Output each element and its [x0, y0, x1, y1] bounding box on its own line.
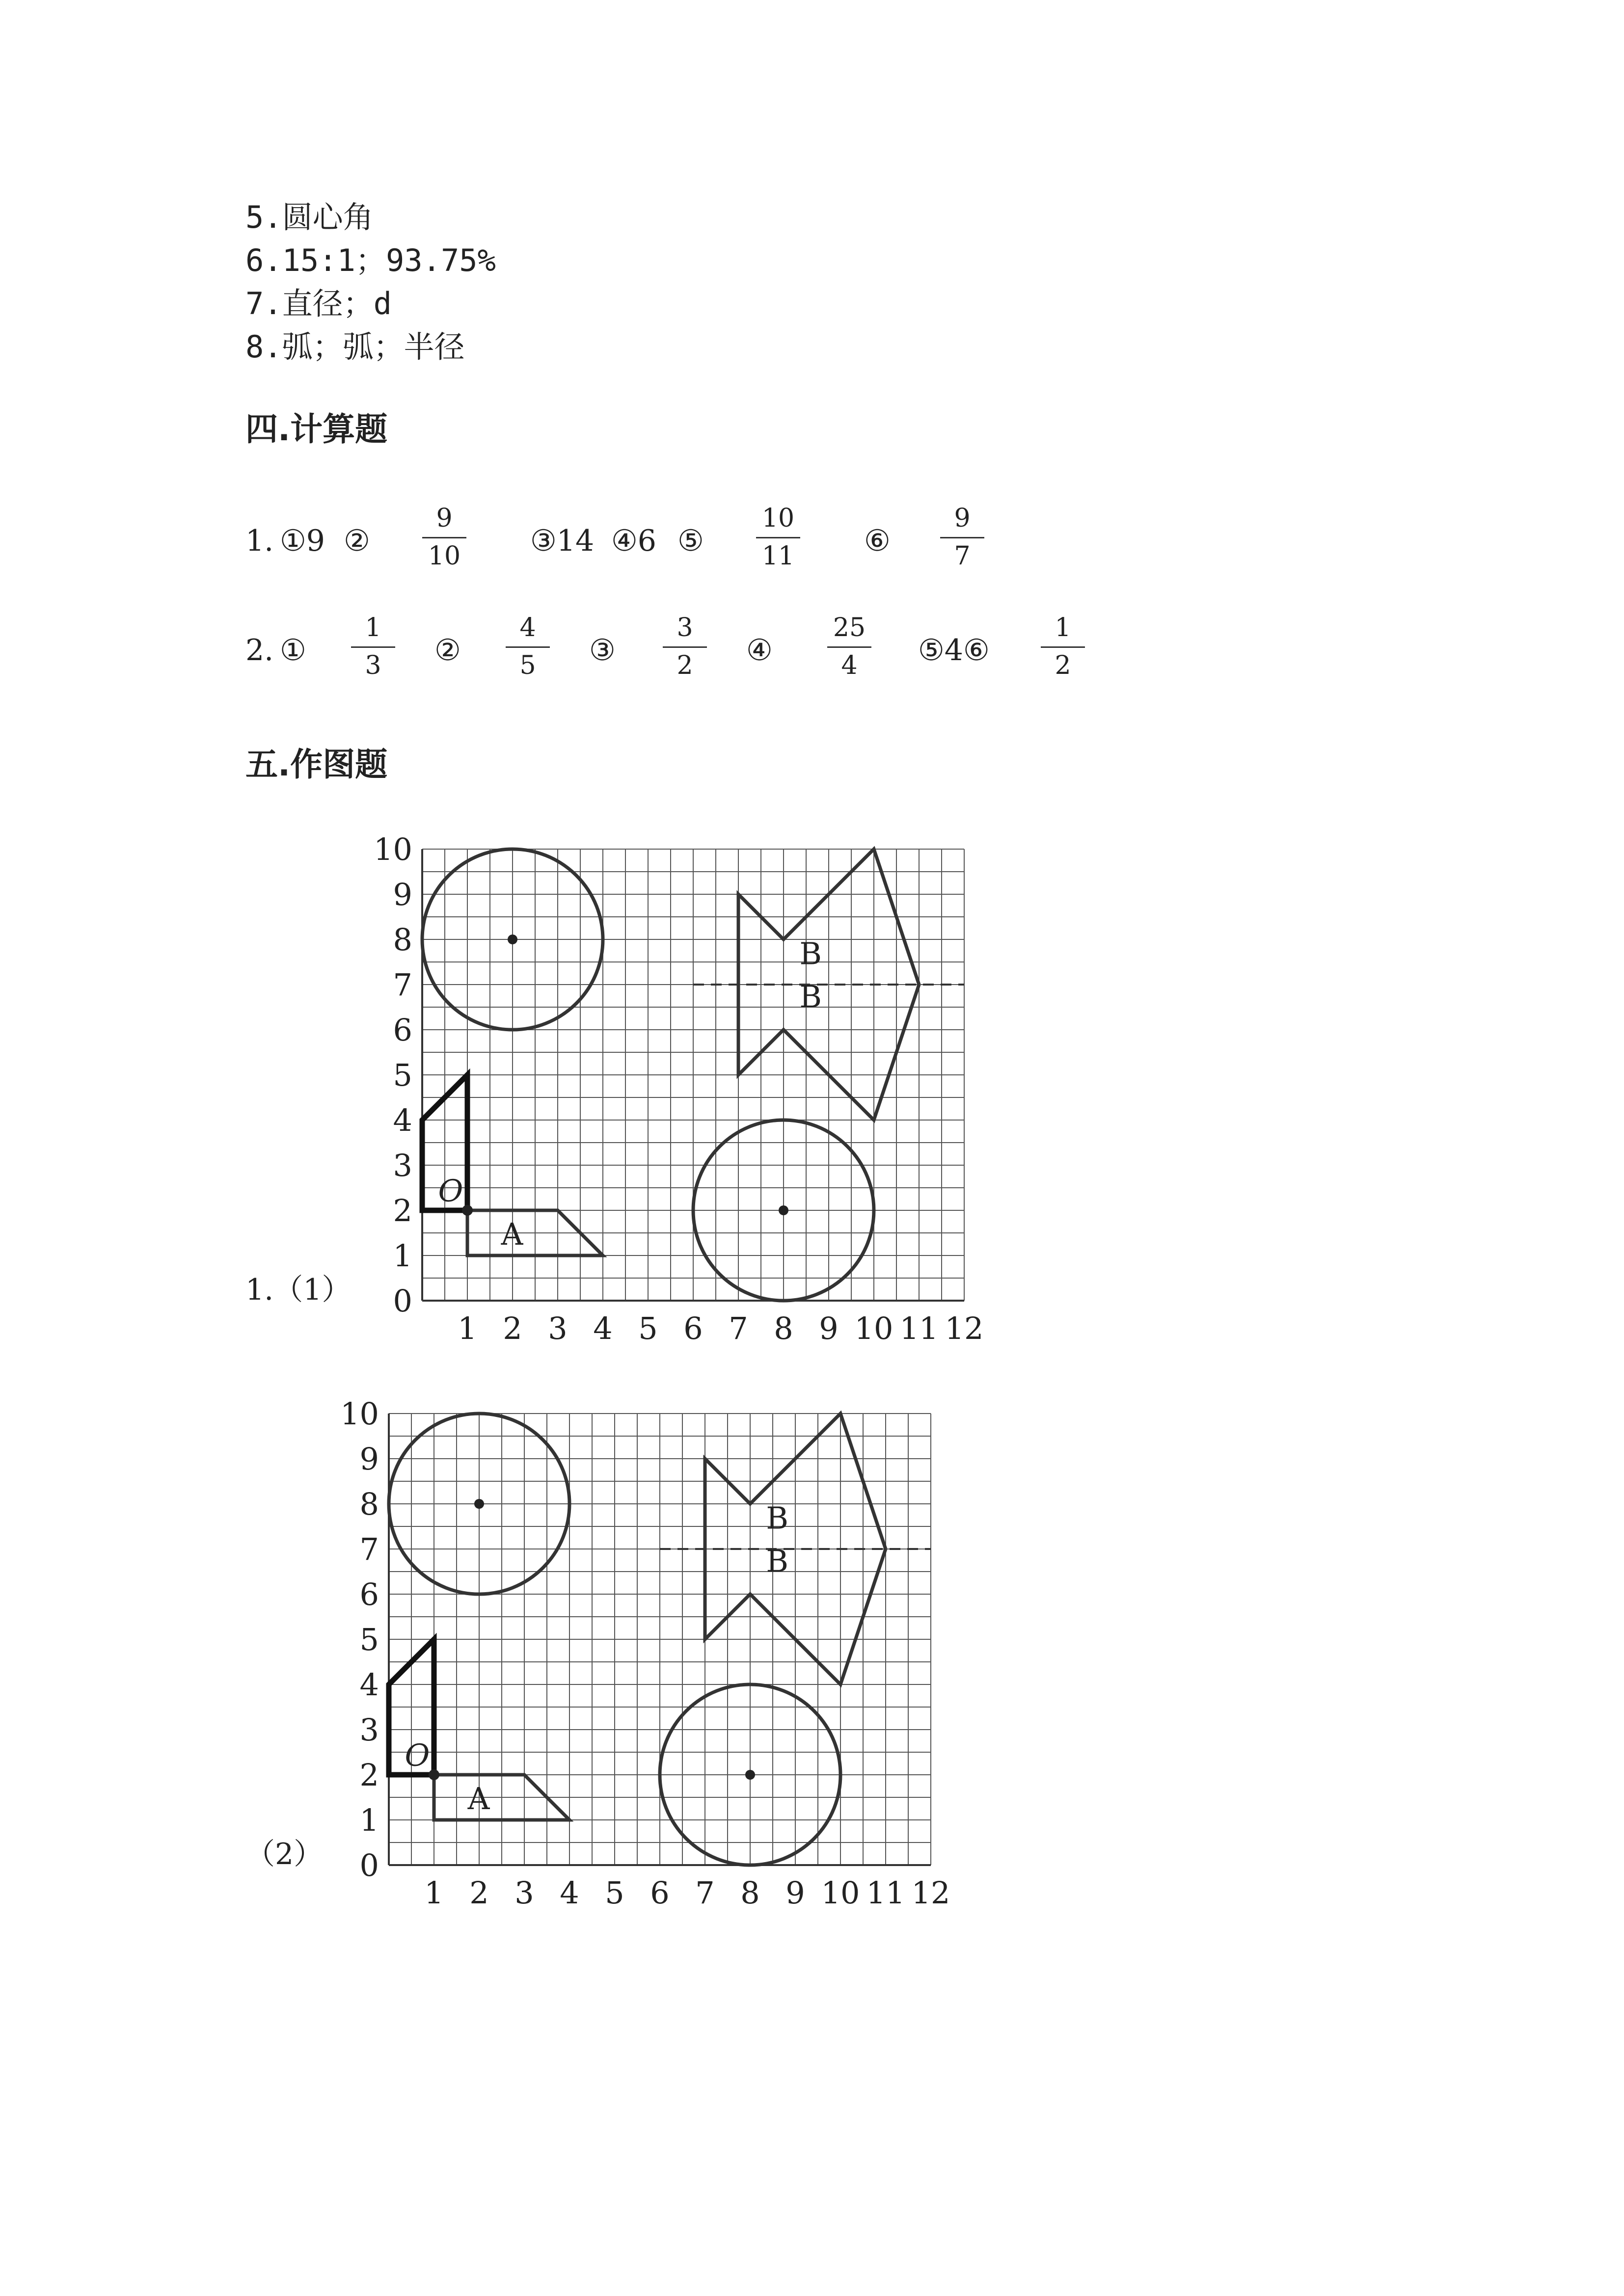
q1-item-6: ⑥: [864, 524, 891, 558]
figure-2-grid: [340, 1394, 978, 1924]
x-tick-label: 11: [899, 1310, 939, 1346]
q2-item-4: ④: [746, 633, 773, 667]
y-tick-label: 8: [359, 1486, 379, 1522]
x-tick-label: 12: [911, 1875, 950, 1911]
y-tick-label: 4: [393, 1102, 412, 1138]
x-tick-label: 12: [945, 1310, 984, 1346]
q2-fraction-3: 3 2: [653, 615, 717, 678]
x-tick-label: 5: [638, 1310, 658, 1346]
y-tick-label: 0: [359, 1847, 379, 1883]
label-o: O: [438, 1173, 463, 1209]
y-tick-label: 10: [374, 831, 412, 867]
y-tick-label: 1: [393, 1238, 412, 1274]
figure-2-label: （2）: [245, 1837, 324, 1871]
x-tick-label: 10: [854, 1310, 893, 1346]
y-tick-label: 6: [393, 1012, 412, 1048]
answer-7: 7.直径；d: [245, 286, 392, 321]
y-tick-label: 6: [359, 1576, 379, 1612]
y-tick-label: 7: [393, 967, 412, 1003]
figure-1-grid: [373, 829, 1011, 1360]
y-tick-label: 9: [393, 877, 412, 912]
x-tick-label: 1: [424, 1875, 444, 1911]
x-tick-label: 7: [729, 1310, 748, 1346]
y-tick-label: 3: [393, 1148, 412, 1183]
y-tick-label: 5: [359, 1622, 379, 1657]
q2-item-1: ①: [280, 633, 306, 667]
y-tick-label: 10: [340, 1396, 379, 1432]
x-tick-label: 2: [503, 1310, 522, 1346]
answer-5: 5.圆心角: [245, 199, 374, 235]
label-b-bottom: B: [799, 979, 822, 1015]
label-a: A: [501, 1216, 523, 1252]
label-o: O: [405, 1737, 430, 1773]
x-tick-label: 4: [560, 1875, 579, 1911]
x-tick-label: 7: [695, 1875, 715, 1911]
q2-item-3: ③: [589, 633, 616, 667]
y-tick-label: 1: [359, 1802, 379, 1838]
x-tick-label: 8: [740, 1875, 760, 1911]
x-tick-label: 4: [593, 1310, 613, 1346]
circle-center-dot: [508, 934, 517, 944]
section-heading-drawing: 五.作图题: [245, 746, 388, 783]
y-tick-label: 2: [393, 1193, 412, 1228]
q1-item-3: ③14: [530, 524, 595, 558]
label-b-top: B: [799, 935, 822, 972]
x-tick-label: 8: [774, 1310, 793, 1346]
y-tick-label: 5: [393, 1057, 412, 1093]
label-a: A: [467, 1781, 490, 1816]
label-b-bottom: B: [766, 1543, 788, 1579]
q1-item-1: ①9: [280, 524, 325, 558]
q2-item-2: ②: [434, 633, 461, 667]
q2-fraction-2: 4 5: [496, 615, 560, 678]
section-heading-calculation: 四.计算题: [245, 410, 388, 448]
y-tick-label: 2: [359, 1757, 379, 1793]
x-tick-label: 6: [650, 1875, 670, 1911]
x-tick-label: 9: [785, 1875, 805, 1911]
y-tick-label: 7: [359, 1531, 379, 1567]
circle-center-dot: [779, 1205, 788, 1215]
x-tick-label: 10: [821, 1875, 860, 1911]
x-tick-label: 3: [548, 1310, 568, 1346]
answer-6: 6.15:1；93.75%: [245, 242, 496, 278]
q2-fraction-5: 1 2: [1031, 615, 1095, 678]
q2-item-5: ⑤4⑥: [918, 633, 990, 667]
x-tick-label: 1: [458, 1310, 477, 1346]
point-o: [429, 1769, 439, 1780]
q1-fraction-1: 9 10: [412, 506, 476, 569]
x-tick-label: 11: [866, 1875, 905, 1911]
q1-item-5: ⑤: [677, 524, 704, 558]
point-o: [462, 1205, 473, 1216]
q2-label: 2.: [245, 633, 274, 667]
q1-item-2: ②: [344, 524, 370, 558]
q1-fraction-2: 10 11: [746, 506, 810, 569]
x-tick-label: 3: [514, 1875, 534, 1911]
q1-label: 1.: [245, 524, 274, 558]
q1-item-4: ④6: [611, 524, 656, 558]
circle-center-dot: [745, 1770, 755, 1780]
q2-fraction-1: 1 3: [341, 615, 405, 678]
y-tick-label: 0: [393, 1283, 412, 1319]
label-b-top: B: [766, 1500, 788, 1536]
x-tick-label: 5: [605, 1875, 624, 1911]
circle-center-dot: [474, 1499, 484, 1509]
x-tick-label: 9: [819, 1310, 839, 1346]
x-tick-label: 2: [469, 1875, 489, 1911]
y-tick-label: 3: [359, 1712, 379, 1748]
y-tick-label: 4: [359, 1667, 379, 1703]
y-tick-label: 9: [359, 1441, 379, 1477]
q1-fraction-3: 9 7: [930, 506, 994, 569]
q2-fraction-4: 25 4: [817, 615, 881, 678]
y-tick-label: 8: [393, 922, 412, 958]
answer-8: 8.弧；弧；半径: [245, 329, 465, 365]
figure-1-label: 1.（1）: [245, 1273, 352, 1307]
x-tick-label: 6: [683, 1310, 703, 1346]
